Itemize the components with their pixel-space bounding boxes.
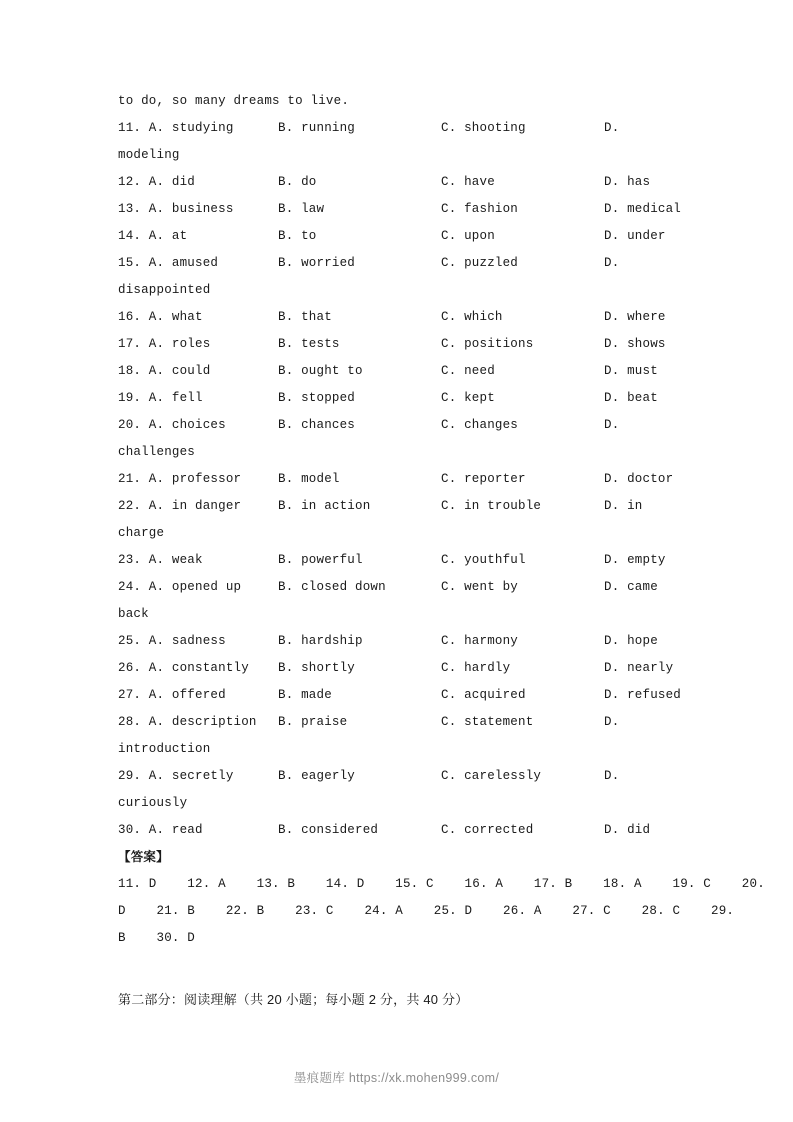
- option-d-wrap: disappointed: [118, 283, 211, 297]
- option-c[interactable]: C. which: [441, 310, 503, 324]
- option-b[interactable]: B. chances: [278, 418, 356, 432]
- question-row: [118, 169, 675, 196]
- option-b[interactable]: B. tests: [278, 337, 340, 351]
- question-row: [118, 709, 675, 736]
- question-number-option-a[interactable]: 25. A. sadness: [118, 634, 226, 648]
- question-number-option-a[interactable]: 14. A. at: [118, 229, 188, 243]
- option-c[interactable]: C. upon: [441, 229, 495, 243]
- option-d[interactable]: D. did: [604, 823, 651, 837]
- option-d[interactable]: D. came: [604, 580, 658, 594]
- option-d[interactable]: D. must: [604, 364, 658, 378]
- option-c[interactable]: C. carelessly: [441, 769, 542, 783]
- question-row: [118, 250, 675, 277]
- option-c[interactable]: C. youthful: [441, 553, 526, 567]
- option-b[interactable]: B. law: [278, 202, 325, 216]
- question-row: [118, 763, 675, 790]
- question-row: [118, 304, 675, 331]
- option-b[interactable]: B. stopped: [278, 391, 356, 405]
- option-b[interactable]: B. considered: [278, 823, 379, 837]
- option-d[interactable]: D. doctor: [604, 472, 674, 486]
- option-b[interactable]: B. to: [278, 229, 317, 243]
- question-list: [118, 115, 682, 844]
- option-b[interactable]: B. do: [278, 175, 317, 189]
- question-row: [118, 547, 675, 574]
- option-c[interactable]: C. fashion: [441, 202, 519, 216]
- option-d-wrap: introduction: [118, 742, 211, 756]
- option-b[interactable]: B. worried: [278, 256, 356, 270]
- question-row: [118, 574, 675, 601]
- option-c[interactable]: C. harmony: [441, 634, 519, 648]
- option-d[interactable]: D. shows: [604, 337, 666, 351]
- option-d-wrap: curiously: [118, 796, 188, 810]
- answer-line: 11. D 12. A 13. B 14. D 15. C 16. A 17. B 18. A 19. C 20.: [118, 877, 765, 891]
- answer-line: B 30. D: [118, 931, 196, 945]
- option-b[interactable]: B. hardship: [278, 634, 363, 648]
- option-b[interactable]: B. running: [278, 121, 356, 135]
- section-heading: 第二部分：阅读理解（共 20 小题；每小题 2 分，共 40 分）: [118, 992, 469, 1007]
- option-d[interactable]: D. under: [604, 229, 666, 243]
- question-number-option-a[interactable]: 15. A. amused: [118, 256, 219, 270]
- option-d[interactable]: D. empty: [604, 553, 666, 567]
- question-number-option-a[interactable]: 20. A. choices: [118, 418, 226, 432]
- question-row: [118, 682, 682, 709]
- question-number-option-a[interactable]: 29. A. secretly: [118, 769, 234, 783]
- option-d[interactable]: D. nearly: [604, 661, 674, 675]
- intro-line: to do, so many dreams to live.: [118, 94, 350, 108]
- question-number-option-a[interactable]: 22. A. in danger: [118, 499, 242, 513]
- question-row: [118, 196, 682, 223]
- option-b[interactable]: B. eagerly: [278, 769, 356, 783]
- option-c[interactable]: C. went by: [441, 580, 519, 594]
- option-c[interactable]: C. changes: [441, 418, 519, 432]
- option-d-wrap: back: [118, 607, 149, 621]
- option-b[interactable]: B. made: [278, 688, 332, 702]
- question-row: [118, 358, 675, 385]
- option-c[interactable]: C. corrected: [441, 823, 534, 837]
- option-b[interactable]: B. in action: [278, 499, 371, 513]
- option-c[interactable]: C. puzzled: [441, 256, 519, 270]
- question-number-option-a[interactable]: 11. A. studying: [118, 121, 234, 135]
- question-number-option-a[interactable]: 19. A. fell: [118, 391, 203, 405]
- option-d[interactable]: D. hope: [604, 634, 658, 648]
- answer-line: D 21. B 22. B 23. C 24. A 25. D 26. A 27. C 28. C 29.: [118, 904, 735, 918]
- question-number-option-a[interactable]: 12. A. did: [118, 175, 196, 189]
- option-d[interactable]: D. medical: [604, 202, 682, 216]
- option-d[interactable]: D.: [604, 418, 620, 432]
- option-c[interactable]: C. acquired: [441, 688, 526, 702]
- option-b[interactable]: B. praise: [278, 715, 348, 729]
- question-number-option-a[interactable]: 27. A. offered: [118, 688, 226, 702]
- question-row: [118, 385, 675, 412]
- question-number-option-a[interactable]: 26. A. constantly: [118, 661, 249, 675]
- option-c[interactable]: C. need: [441, 364, 495, 378]
- option-d[interactable]: D.: [604, 256, 620, 270]
- option-b[interactable]: B. ought to: [278, 364, 363, 378]
- question-row: [118, 115, 675, 142]
- question-row: [118, 628, 675, 655]
- option-c[interactable]: C. statement: [441, 715, 534, 729]
- question-row: [118, 223, 675, 250]
- option-c[interactable]: C. have: [441, 175, 495, 189]
- question-number-option-a[interactable]: 24. A. opened up: [118, 580, 242, 594]
- question-number-option-a[interactable]: 30. A. read: [118, 823, 203, 837]
- option-d[interactable]: D. has: [604, 175, 651, 189]
- option-b[interactable]: B. powerful: [278, 553, 363, 567]
- option-c[interactable]: C. reporter: [441, 472, 526, 486]
- question-row: [118, 331, 675, 358]
- question-row: [118, 493, 675, 520]
- option-b[interactable]: B. that: [278, 310, 332, 324]
- option-d[interactable]: D.: [604, 715, 620, 729]
- option-b[interactable]: B. closed down: [278, 580, 386, 594]
- question-number-option-a[interactable]: 13. A. business: [118, 202, 234, 216]
- question-number-option-a[interactable]: 16. A. what: [118, 310, 203, 324]
- question-row: [118, 817, 675, 844]
- option-d[interactable]: D. refused: [604, 688, 682, 702]
- option-d-wrap: challenges: [118, 445, 196, 459]
- option-d[interactable]: D. beat: [604, 391, 658, 405]
- watermark: 墨痕题库 https://xk.mohen999.com/: [293, 1071, 500, 1085]
- option-b[interactable]: B. model: [278, 472, 340, 486]
- option-c[interactable]: C. in trouble: [441, 499, 542, 513]
- option-d-wrap: charge: [118, 526, 165, 540]
- question-number-option-a[interactable]: 17. A. roles: [118, 337, 211, 351]
- question-number-option-a[interactable]: 18. A. could: [118, 364, 211, 378]
- question-number-option-a[interactable]: 28. A. description: [118, 715, 257, 729]
- option-d[interactable]: D. where: [604, 310, 666, 324]
- option-d[interactable]: D. in: [604, 499, 643, 513]
- option-c[interactable]: C. shooting: [441, 121, 526, 135]
- option-c[interactable]: C. kept: [441, 391, 495, 405]
- option-d[interactable]: D.: [604, 121, 620, 135]
- option-d[interactable]: D.: [604, 769, 620, 783]
- option-c[interactable]: C. hardly: [441, 661, 511, 675]
- option-d-wrap: modeling: [118, 148, 180, 162]
- question-row: [118, 466, 675, 493]
- question-number-option-a[interactable]: 23. A. weak: [118, 553, 203, 567]
- question-row: [118, 412, 675, 439]
- question-row: [118, 655, 675, 682]
- answer-header: 【答案】: [118, 850, 169, 864]
- option-c[interactable]: C. positions: [441, 337, 534, 351]
- option-b[interactable]: B. shortly: [278, 661, 356, 675]
- question-number-option-a[interactable]: 21. A. professor: [118, 472, 242, 486]
